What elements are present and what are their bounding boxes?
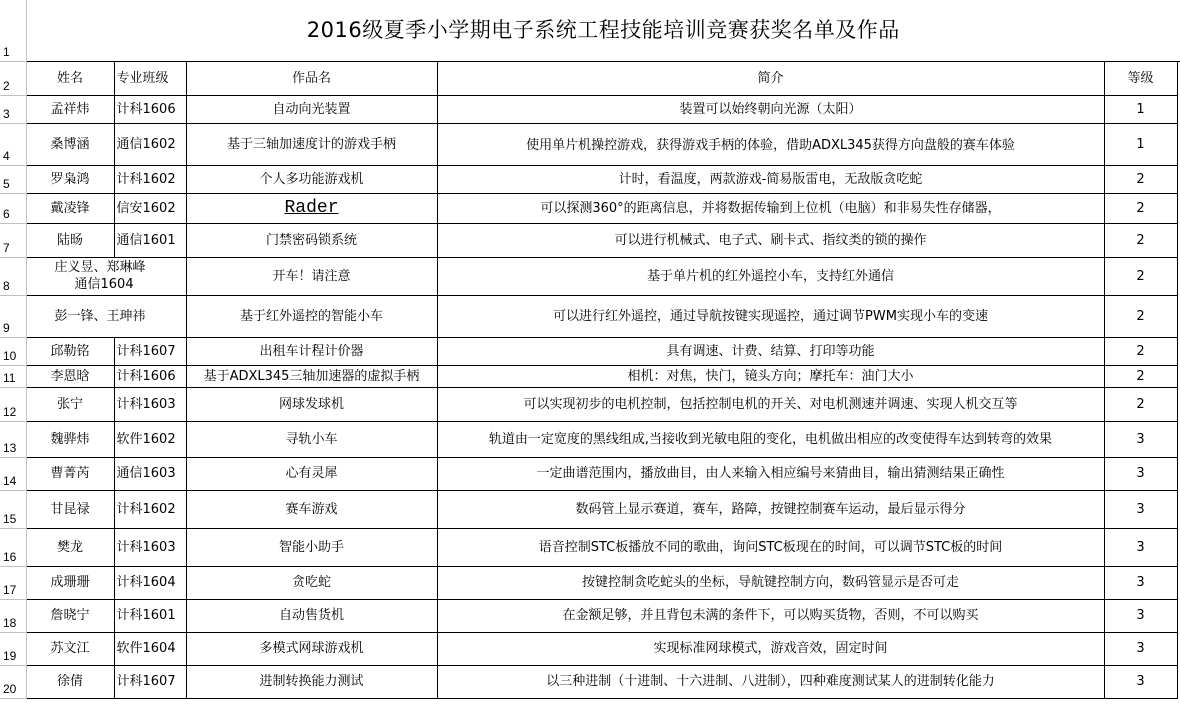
cell-work[interactable] [186, 421, 437, 457]
header-row [0, 61, 1180, 95]
table-row [0, 365, 1180, 387]
cell-major[interactable]: 信安1602 [114, 193, 186, 223]
cell-major[interactable]: 通信1602 [114, 123, 186, 165]
cell-desc[interactable]: 以三种进制（十进制、十六进制、八进制），四种难度测试某人的进制转化能力 [437, 665, 1104, 698]
cell-grade[interactable]: 2 [1104, 365, 1177, 387]
cell-work-text: 心有灵犀 [285, 466, 338, 481]
cell-grade[interactable]: 2 [1104, 193, 1177, 223]
table-row [0, 632, 1180, 665]
cell-name[interactable]: 李恩晗 [26, 365, 114, 387]
cell-desc[interactable]: 具有调速、计费、结算、打印等功能 [437, 337, 1104, 365]
cell-grade[interactable]: 3 [1104, 665, 1177, 698]
row-header[interactable]: 9 [0, 295, 26, 337]
cell-major[interactable]: 计科1603 [114, 387, 186, 421]
cell-work-text: 个人多功能游戏机 [259, 171, 364, 187]
cell-grade[interactable]: 3 [1104, 490, 1177, 528]
table-row [0, 223, 1180, 257]
cell-grade[interactable]: 2 [1104, 337, 1177, 365]
cell-name[interactable]: 成珊珊 [26, 566, 114, 599]
row-header[interactable]: 7 [0, 223, 26, 257]
cell-grade[interactable]: 3 [1104, 421, 1177, 457]
cell-work[interactable] [186, 95, 437, 123]
table-row [0, 490, 1180, 528]
cell-grade[interactable]: 1 [1104, 95, 1177, 123]
table-row [0, 193, 1180, 223]
cell-major[interactable]: 通信1603 [114, 457, 186, 490]
cell-work[interactable] [186, 457, 437, 490]
row-header[interactable]: 15 [0, 490, 26, 528]
cell-work[interactable] [186, 193, 437, 223]
cell-work[interactable] [186, 295, 437, 337]
cell-work[interactable] [186, 123, 437, 165]
table-row [0, 566, 1180, 599]
cell-name[interactable]: 邱勒铭 [26, 337, 114, 365]
cell-grade[interactable]: 3 [1104, 528, 1177, 566]
table-row [0, 457, 1180, 490]
cell-desc[interactable]: 基于单片机的红外遥控小车，支持红外通信 [437, 257, 1104, 295]
cell-major[interactable]: 软件1602 [114, 421, 186, 457]
row-header[interactable]: 11 [0, 365, 26, 387]
cell-major[interactable]: 计科1602 [114, 165, 186, 193]
cell-work-text: 自动向光装置 [272, 101, 351, 117]
cell-desc[interactable]: 一定曲谱范围内，播放曲目，由人来输入相应编号来猜曲目，输出猜测结果正确性 [437, 457, 1104, 490]
cell-name-line2: 通信1604 [74, 277, 134, 292]
cell-desc[interactable]: 可以探测360°的距离信息，并将数据传输到上位机（电脑）和非易失性存储器， [437, 193, 1104, 223]
cell-name[interactable]: 桑博涵 [26, 123, 114, 165]
cell-grade[interactable]: 2 [1104, 165, 1177, 193]
cell-major[interactable]: 计科1603 [114, 528, 186, 566]
row-header[interactable]: 10 [0, 337, 26, 365]
cell-desc[interactable]: 在金额足够，并且背包未满的条件下，可以购买货物，否则，不可以购买 [437, 599, 1104, 632]
cell-desc[interactable]: 使用单片机操控游戏，获得游戏手柄的体验，借助ADXL345获得方向盘般的赛车体验 [437, 123, 1104, 165]
cell-major[interactable]: 计科1607 [114, 337, 186, 365]
header-desc[interactable]: 简介 [437, 61, 1104, 95]
cell-desc[interactable]: 计时，看温度，两款游戏-简易版雷电，无敌版贪吃蛇 [437, 165, 1104, 193]
cell-desc[interactable]: 实现标准网球模式，游戏音效，固定时间 [437, 632, 1104, 665]
cell-work[interactable] [186, 599, 437, 632]
cell-major[interactable]: 通信1601 [114, 223, 186, 257]
cell-name[interactable]: 戴凌锋 [26, 193, 114, 223]
cell-work-text: 自动售货机 [278, 608, 344, 623]
cell-work-text: 赛车游戏 [285, 501, 338, 517]
header-work[interactable]: 作品名 [186, 61, 437, 95]
row-header[interactable]: 5 [0, 165, 26, 193]
cell-work-text: 门禁密码锁系统 [265, 232, 357, 248]
cell-grade[interactable]: 1 [1104, 123, 1177, 165]
cell-grade[interactable]: 3 [1104, 599, 1177, 632]
cell-work[interactable] [186, 632, 437, 665]
cell-work[interactable] [186, 490, 437, 528]
cell-work-text: 基于ADXL345三轴加速器的虚拟手柄 [203, 368, 420, 384]
cell-desc[interactable]: 可以进行红外遥控，通过导航按键实现遥控，通过调节PWM实现小车的变速 [437, 295, 1104, 337]
cell-work[interactable] [186, 566, 437, 599]
cell-desc[interactable]: 语音控制STC板播放不同的歌曲，询问STC板现在的时间，可以调节STC板的时间 [437, 528, 1104, 566]
row-header[interactable]: 16 [0, 528, 26, 566]
cell-grade[interactable]: 3 [1104, 566, 1177, 599]
cell-work-text: 基于三轴加速度计的游戏手柄 [226, 136, 396, 152]
row-header[interactable]: 19 [0, 632, 26, 665]
header-grade[interactable]: 等级 [1104, 61, 1177, 95]
cell-desc[interactable]: 按键控制贪吃蛇头的坐标，导航键控制方向，数码管显示是否可走 [437, 566, 1104, 599]
cell-grade[interactable]: 3 [1104, 632, 1177, 665]
table-row [0, 665, 1180, 698]
row-header[interactable]: 20 [0, 665, 26, 698]
cell-desc[interactable]: 轨道由一定宽度的黑线组成,当接收到光敏电阻的变化，电机做出相应的改变使得车达到转弯的效果 [437, 421, 1104, 457]
cell-desc[interactable]: 可以进行机械式、电子式、刷卡式、指纹类的锁的操作 [437, 223, 1104, 257]
table-row [0, 165, 1180, 193]
cell-name[interactable]: 苏文江 [26, 632, 114, 665]
cell-name[interactable]: 甘昆禄 [26, 490, 114, 528]
cell-work-text: Rader [284, 197, 339, 218]
row-header[interactable]: 3 [0, 95, 26, 123]
table-row [0, 95, 1180, 123]
cell-desc[interactable]: 可以实现初步的电机控制，包括控制电机的开关、对电机测速并调速、实现人机交互等 [437, 387, 1104, 421]
cell-major[interactable]: 计科1602 [114, 490, 186, 528]
row-header[interactable]: 4 [0, 123, 26, 165]
cell-work-text: 进制转换能力测试 [259, 674, 364, 689]
row-header[interactable]: 1 [0, 0, 26, 61]
table-row [0, 123, 1180, 165]
header-name[interactable]: 姓名 [26, 61, 114, 95]
cell-work[interactable] [186, 337, 437, 365]
cell-major[interactable]: 软件1604 [114, 632, 186, 665]
cell-name[interactable]: 詹晓宁 [26, 599, 114, 632]
cell-major[interactable]: 计科1606 [114, 365, 186, 387]
cell-work-text: 网球发球机 [278, 396, 344, 412]
table-row [0, 387, 1180, 421]
cell-work-text: 智能小助手 [278, 539, 344, 555]
table-row [0, 528, 1180, 566]
table-row [0, 421, 1180, 457]
table-row [0, 257, 1180, 295]
cell-grade[interactable]: 2 [1104, 257, 1177, 295]
cell-work[interactable] [186, 365, 437, 387]
cell-desc[interactable]: 装置可以始终朝向光源（太阳） [437, 95, 1104, 123]
row-header[interactable]: 17 [0, 566, 26, 599]
sheet-title[interactable]: 2016级夏季小学期电子系统工程技能培训竞赛获奖名单及作品 [26, 0, 1180, 61]
cell-work-text: 多模式网球游戏机 [259, 641, 364, 656]
cell-work[interactable] [186, 528, 437, 566]
cell-name-line1: 庄义昱、郑琳峰 [54, 260, 146, 275]
table-row [0, 599, 1180, 632]
cell-name[interactable]: 曹菁芮 [26, 457, 114, 490]
table-row [0, 337, 1180, 365]
cell-name[interactable]: 罗枭鸿 [26, 165, 114, 193]
cell-desc[interactable]: 相机：对焦，快门，镜头方向；摩托车：油门大小 [437, 365, 1104, 387]
cell-major[interactable]: 计科1606 [114, 95, 186, 123]
table-row [0, 295, 1180, 337]
row-header[interactable]: 14 [0, 457, 26, 490]
cell-grade[interactable]: 2 [1104, 223, 1177, 257]
cell-work[interactable] [186, 387, 437, 421]
cell-work[interactable] [186, 665, 437, 698]
cell-work-text: 贪吃蛇 [291, 575, 331, 590]
row-header[interactable]: 13 [0, 421, 26, 457]
cell-work[interactable] [186, 223, 437, 257]
cell-name[interactable]: 樊龙 [26, 528, 114, 566]
cell-grade[interactable]: 3 [1104, 457, 1177, 490]
cell-work[interactable] [186, 257, 437, 295]
cell-major[interactable]: 计科1607 [114, 665, 186, 698]
cell-name[interactable]: 徐倩 [26, 665, 114, 698]
cell-name[interactable]: 彭一锋、王珅祎 [26, 295, 186, 337]
cell-work-text: 开车！请注意 [272, 268, 351, 284]
cell-name[interactable]: 陆旸 [26, 223, 114, 257]
cell-name[interactable]: 孟祥炜 [26, 95, 114, 123]
cell-major[interactable]: 计科1604 [114, 566, 186, 599]
cell-name[interactable]: 魏骅炜 [26, 421, 114, 457]
row-header[interactable]: 8 [0, 257, 26, 295]
cell-name[interactable]: 张宁 [26, 387, 114, 421]
cell-major[interactable]: 计科1601 [114, 599, 186, 632]
cell-desc[interactable]: 数码管上显示赛道，赛车，路障，按键控制赛车运动，最后显示得分 [437, 490, 1104, 528]
cell-name[interactable] [26, 257, 186, 295]
cell-work-text: 基于红外遥控的智能小车 [239, 308, 383, 324]
title-row [0, 0, 1180, 61]
header-major[interactable]: 专业班级 [114, 61, 186, 95]
cell-work[interactable] [186, 165, 437, 193]
row-header[interactable]: 6 [0, 193, 26, 223]
row-header[interactable]: 18 [0, 599, 26, 632]
row-header[interactable]: 2 [0, 61, 26, 95]
cell-grade[interactable]: 2 [1104, 387, 1177, 421]
cell-grade[interactable]: 2 [1104, 295, 1177, 337]
row-header[interactable]: 12 [0, 387, 26, 421]
cell-work-text: 寻轨小车 [285, 431, 338, 447]
cell-work-text: 出租车计程计价器 [259, 343, 364, 359]
